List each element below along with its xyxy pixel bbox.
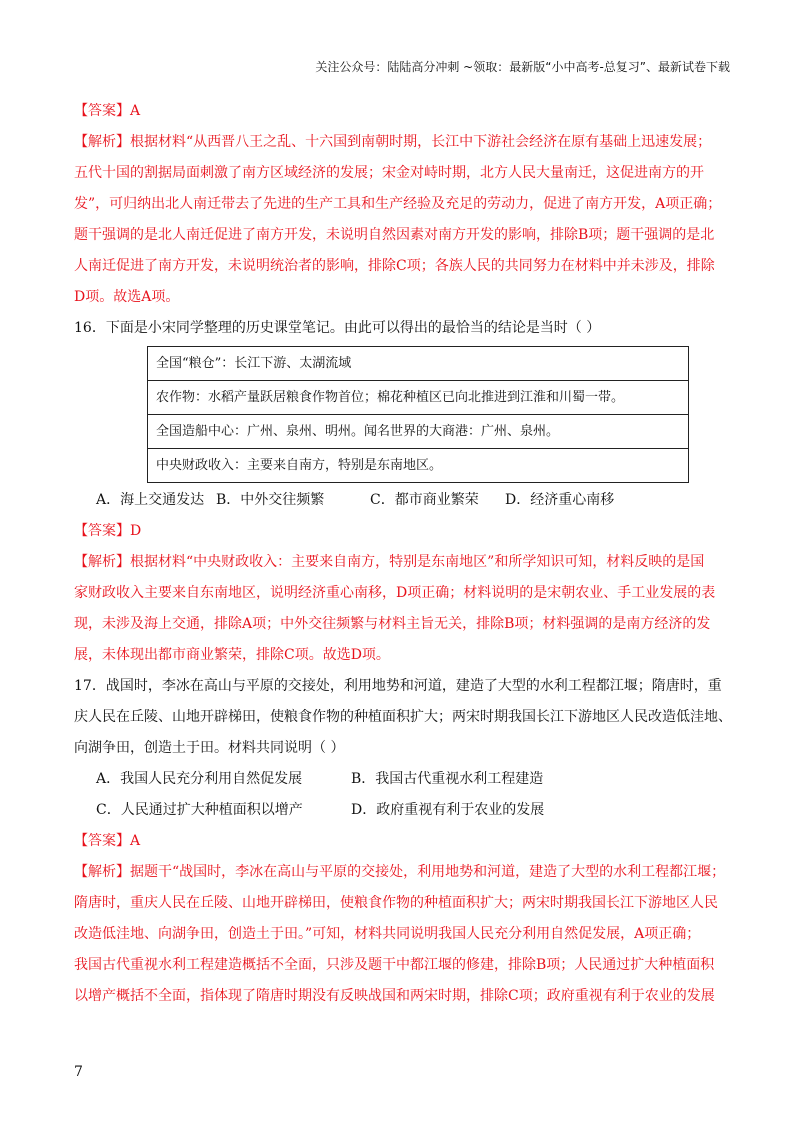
q16-answer xyxy=(74,516,734,547)
option-c: C．都市商业繁荣 xyxy=(370,492,479,508)
q16-options xyxy=(74,485,734,516)
option-c: C．人民通过扩大种植面积以增产 xyxy=(96,802,303,818)
q17-analysis-line: 我国古代重视水利工程建造概括不全面，只涉及题干中都江堰的修建，排除B项；人民通过扩大种植面积 xyxy=(74,957,715,973)
table-cell: 全国造船中心：广州、泉州、明州。闻名世界的大商港：广州、泉州。 xyxy=(148,415,689,449)
q15-answer xyxy=(74,96,734,127)
table-row xyxy=(148,415,689,449)
q15-analysis-line: D项。故选A项。 xyxy=(74,289,180,305)
option-d: D．政府重视有利于农业的发展 xyxy=(351,802,545,818)
table-cell: 农作物：水稻产量跃居粮食作物首位；棉花种植区已向北推进到江淮和川蜀一带。 xyxy=(148,381,689,415)
analysis-tag: 【解析】 xyxy=(74,864,130,880)
q15-analysis-line: 五代十国的割据局面刺激了南方区域经济的发展；宋金对峙时期，北方人民大量南迁，这促进南方的开 xyxy=(74,165,704,181)
page-content xyxy=(74,96,734,1012)
q17-answer xyxy=(74,826,734,857)
q17-analysis-line: 隋唐时，重庆人民在丘陵、山地开辟梯田，使粮食作物的种植面积扩大；两宋时期我国长江下游地区人民 xyxy=(74,895,718,911)
q15-analysis-line: 发”，可归纳出北人南迁带去了先进的生产工具和生产经验及充足的劳动力，促进了南方开发，A项正确； xyxy=(74,196,722,212)
answer-value: A xyxy=(130,103,141,119)
option-b: B．中外交往频繁 xyxy=(216,492,325,508)
q16-analysis-line: 家财政收入主要来自东南地区，说明经济重心南移，D项正确；材料说明的是宋朝农业、手工业发展的表 xyxy=(74,585,716,601)
answer-tag: 【答案】 xyxy=(74,833,130,849)
option-d: D．经济重心南移 xyxy=(505,492,615,508)
table-row xyxy=(148,347,689,381)
answer-value: D xyxy=(130,523,142,539)
option-a: A．我国人民充分利用自然促发展 xyxy=(96,771,303,787)
q15-analysis-line: 人南迁促进了南方开发，未说明统治者的影响，排除C项；各族人民的共同努力在材料中并未涉及，排除 xyxy=(74,258,715,274)
q17-analysis-line: 以增产概括不全面，指体现了隋唐时期没有反映战国和两宋时期，排除C项；政府重视有利于农业的发展 xyxy=(74,988,715,1004)
table-row xyxy=(148,381,689,415)
analysis-tag: 【解析】 xyxy=(74,554,130,570)
q16-stem: 16．下面是小宋同学整理的历史课堂笔记。由此可以得出的最恰当的结论是当时（ ） xyxy=(74,320,601,336)
q17-stem-line: 17．战国时，李冰在高山与平原的交接处，利用地势和河道，建造了大型的水利工程都江堰；隋唐时，重 xyxy=(74,678,722,694)
q16-analysis-line: 【解析】根据材料“中央财政收入：主要来自南方，特别是东南地区”和所学知识可知，材料反映的是国 xyxy=(74,554,705,570)
table-row xyxy=(148,449,689,483)
q15-analysis-line: 题干强调的是北人南迁促进了南方开发，未说明自然因素对南方开发的影响，排除B项；题干强调的是北 xyxy=(74,227,715,243)
q17-analysis-line: 【解析】据题干“战国时，李冰在高山与平原的交接处，利用地势和河道，建造了大型的水利工程都江堰； xyxy=(74,864,726,880)
page-number: 7 xyxy=(74,1064,83,1080)
q17-options xyxy=(74,764,734,826)
option-b: B．我国古代重视水利工程建造 xyxy=(351,771,544,787)
answer-tag: 【答案】 xyxy=(74,523,130,539)
q17-analysis-line: 改造低洼地、向湖争田，创造土于田。”可知，材料共同说明我国人民充分利用自然促发展，A项正确； xyxy=(74,926,701,942)
q17-stem-line: 向湖争田，创造土于田。材料共同说明（ ） xyxy=(74,740,345,756)
q16-analysis-line: 现，未涉及海上交通，排除A项；中外交往频繁与材料主旨无关，排除B项；材料强调的是南方经济的发 xyxy=(74,616,711,632)
answer-tag: 【答案】 xyxy=(74,103,130,119)
q16-notes-table xyxy=(147,346,689,483)
q17-stem-line: 庆人民在丘陵、山地开辟梯田，使粮食作物的种植面积扩大；两宋时期我国长江下游地区人民改造低洼地、 xyxy=(74,709,732,725)
answer-value: A xyxy=(130,833,141,849)
option-a: A．海上交通发达 xyxy=(96,492,205,508)
table-cell: 中央财政收入：主要来自南方，特别是东南地区。 xyxy=(148,449,689,483)
table-cell: 全国“粮仓”：长江下游、太湖流域 xyxy=(148,347,689,381)
q15-analysis-line: 【解析】根据材料“从西晋八王之乱、十六国到南朝时期，长江中下游社会经济在原有基础上迅速发展； xyxy=(74,134,712,150)
page-header: 关注公众号：陆陆高分冲刺 ~领取：最新版“小中高考-总复习”、最新试卷下载 xyxy=(315,60,730,74)
analysis-tag: 【解析】 xyxy=(74,134,130,150)
q16-analysis-line: 展，未体现出都市商业繁荣，排除C项。故选D项。 xyxy=(74,647,390,663)
